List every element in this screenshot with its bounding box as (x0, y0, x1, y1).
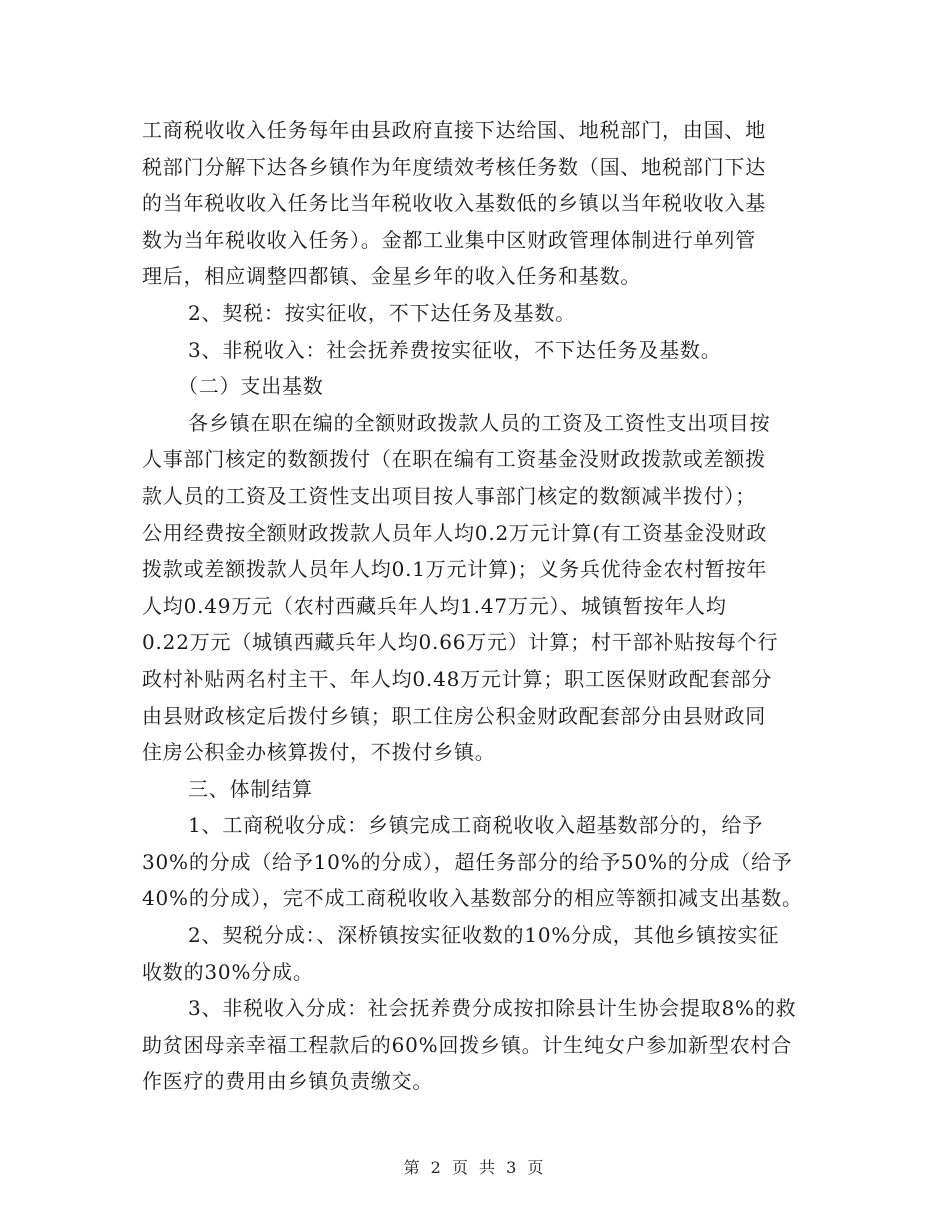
text-line: 3、非税收入分成：社会抚养费分成按扣除县计生协会提取8%的救 (188, 996, 797, 1021)
text-line: 拨款或差额拨款人员年人均0.1万元计算)；义务兵优待金农村暂按年 (142, 557, 768, 582)
document-body (142, 112, 822, 1100)
text-line: 理后，相应调整四都镇、金星乡年的收入任务和基数。 (142, 264, 642, 289)
text-line: （二）支出基数 (178, 374, 324, 399)
text-line: 各乡镇在职在编的全额财政拨款人员的工资及工资性支出项目按 (188, 410, 771, 435)
text-line: 数为当年税收收入任务）。金都工业集中区财政管理体制进行单列管 (142, 227, 756, 252)
text-line: 30%的分成（给予10%的分成），超任务部分的给予50%的分成（给予 (142, 849, 793, 874)
text-line: 2、契税：按实征收，不下达任务及基数。 (188, 300, 576, 325)
text-line: 的当年税收收入任务比当年税收收入基数低的乡镇以当年税收收入基 (142, 191, 766, 216)
text-line: 款人员的工资及工资性支出项目按人事部门核定的数额减半拨付）； (142, 483, 756, 508)
text-line: 收数的30%分成。 (142, 959, 314, 984)
text-line: 2、契税分成：、深桥镇按实征收数的10%分成，其他乡镇按实征 (188, 923, 780, 948)
text-line: 三、体制结算 (188, 776, 313, 801)
text-line: 由县财政核定后拨付乡镇；职工住房公积金财政配套部分由县财政同 (142, 703, 766, 728)
text-line: 作医疗的费用由乡镇负责缴交。 (142, 1069, 434, 1094)
text-line: 0.22万元（城镇西藏兵年人均0.66万元）计算；村干部补贴按每个行 (142, 630, 779, 655)
text-line: 40%的分成），完不成工商税收收入基数部分的相应等额扣减支出基数。 (142, 886, 803, 911)
text-line: 工商税收收入任务每年由县政府直接下达给国、地税部门，由国、地 (142, 118, 766, 142)
text-line: 公用经费按全额财政拨款人员年人均0.2万元计算(有工资基金没财政 (142, 520, 768, 545)
text-line: 1、工商税收分成：乡镇完成工商税收收入超基数部分的，给予 (188, 813, 764, 838)
text-line: 政村补贴两名村主干、年人均0.48万元计算；职工医保财政配套部分 (142, 666, 773, 691)
page-footer: 第 2 页 共 3 页 (403, 1158, 547, 1177)
text-line: 税部门分解下达各乡镇作为年度绩效考核任务数（国、地税部门下达 (142, 154, 766, 179)
text-line: 助贫困母亲幸福工程款后的60%回拨乡镇。计生纯女户参加新型农村合 (142, 1032, 793, 1057)
text-line: 人均0.49万元（农村西藏兵年人均1.47万元）、城镇暂按年人均 (142, 593, 727, 618)
text-line: 3、非税收入：社会抚养费按实征收，不下达任务及基数。 (188, 337, 722, 362)
text-line: 住房公积金办核算拨付，不拨付乡镇。 (142, 740, 496, 765)
text-line: 人事部门核定的数额拨付（在职在编有工资基金没财政拨款或差额拨 (142, 447, 766, 472)
